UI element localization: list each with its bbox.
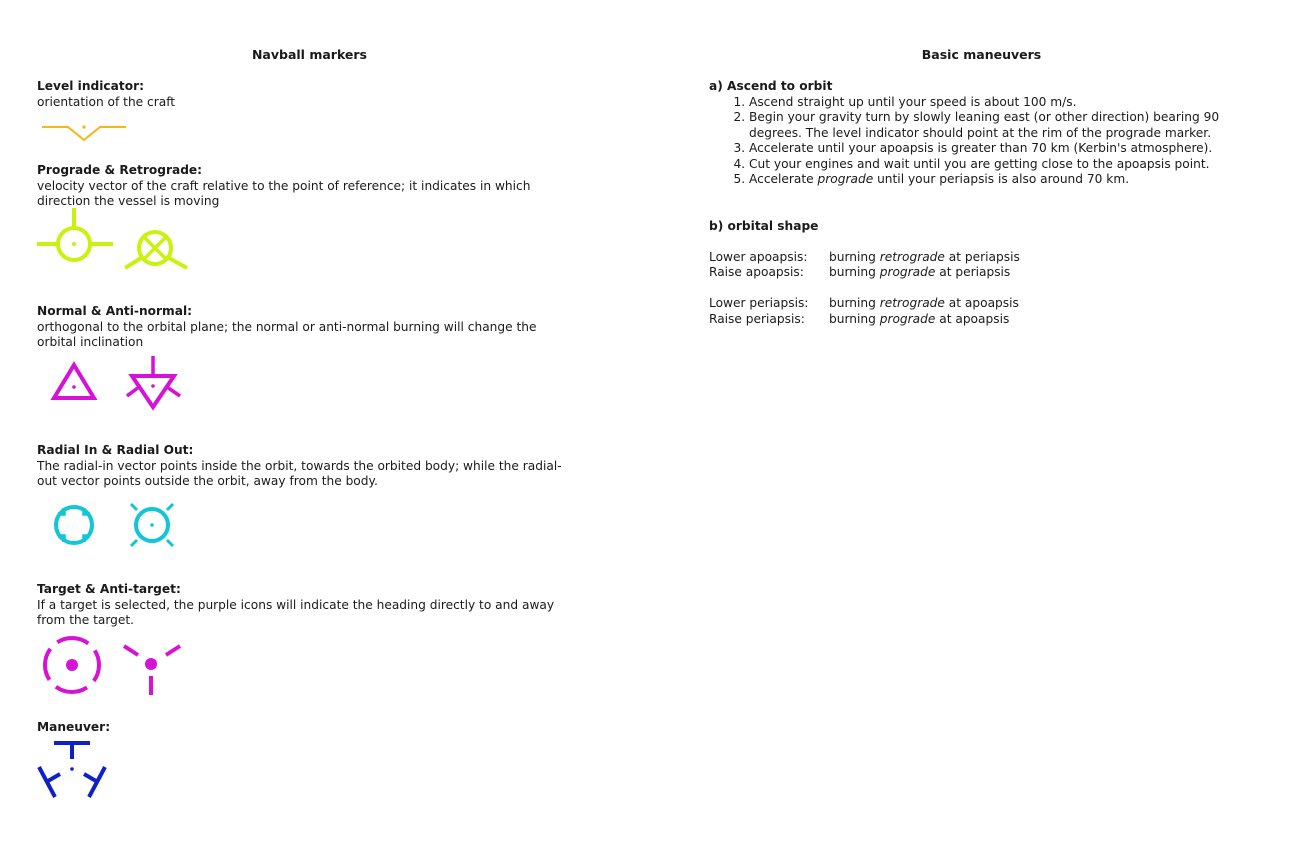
section-heading: Maneuver: [37,720,111,734]
anti-target-icon [120,642,184,698]
section-heading: Normal & Anti-normal: [37,304,193,318]
anti-normal-icon [124,354,186,414]
section-heading: Prograde & Retrograde: [37,163,203,177]
section-description: orientation of the craft [37,94,176,109]
normal-section [37,304,567,351]
radial-section [37,443,567,490]
ascend-heading: a) Ascend to orbit [709,79,833,93]
basic-maneuvers-title: Basic maneuvers [921,47,1042,62]
maneuver-icon [36,740,108,802]
section-heading: Target & Anti-target: [37,582,181,596]
radial-out-icon [128,502,178,550]
list-item: Raise apoapsis: burning prograde at periapsis [709,265,1011,279]
list-item: Raise periapsis: burning prograde at apoapsis [709,311,1010,326]
list-item: 2. Begin your gravity turn by slowly leaning east (or other direction) bearing 90 degrees. The level indicator should point at the rim of the prograde marker. [749,110,1249,141]
list-item: Lower periapsis: burning retrograde at apoapsis [709,296,1019,310]
section-description: orthogonal to the orbital plane; the normal or anti-normal burning will change the orbital inclination [37,319,537,349]
list-item: 1. Ascend straight up until your speed is about 100 m/s. [749,95,1249,111]
orbital-shape-heading: b) orbital shape [709,219,819,233]
list-item: 5. Accelerate prograde until your periapsis is also around 70 km. [749,172,1249,188]
retrograde-icon [122,222,192,272]
section-heading: Level indicator: [37,79,144,93]
normal-icon [50,360,100,404]
ascend-section [709,79,1249,188]
target-section [37,582,567,629]
maneuver-section [37,720,567,736]
list-item: 4. Cut your engines and wait until you are getting close to the apoapsis point. [749,157,1249,173]
section-description: velocity vector of the craft relative to the point of reference; it indicates in which direction the vessel is moving [37,178,531,208]
orbital-shape-section [709,219,1249,327]
level-indicator-section [37,79,567,110]
prograde-icon [36,206,116,270]
prograde-section [37,163,567,210]
section-description: The radial-in vector points inside the orbit, towards the orbited body; while the radial-out vector points outside the orbit, away from the body. [37,458,562,488]
section-heading: Radial In & Radial Out: [37,443,194,457]
section-description: If a target is selected, the purple icons will indicate the heading directly to and away from the target. [37,597,555,627]
list-item: Lower apoapsis: burning retrograde at periapsis [709,249,1020,264]
navball-markers-title: Navball markers [251,47,368,62]
list-item: 3. Accelerate until your apoapsis is greater than 70 km (Kerbin's atmosphere). [749,141,1249,157]
ascend-steps [709,95,1249,188]
target-icon [40,634,106,698]
radial-in-icon [50,502,100,550]
level-indicator-icon [40,118,130,146]
